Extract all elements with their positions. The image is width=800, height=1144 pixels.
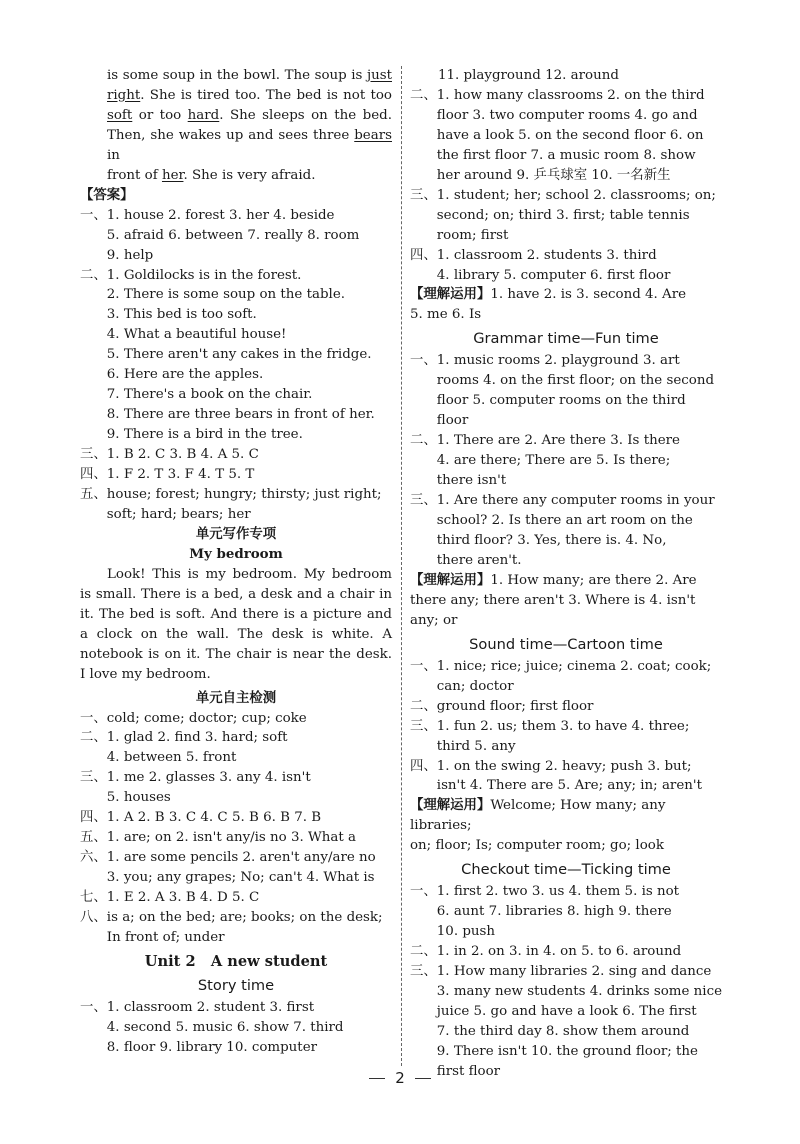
story-line: soft or too hard. She sleeps on the bed.	[107, 107, 392, 123]
sound-time-title: Sound time—Cartoon time	[469, 635, 663, 653]
sound-section-2: 二、 ground floor; first floor	[410, 698, 594, 714]
answer-section-2: 二、 1. Goldilocks is in the forest. 2. There is some soup on the table. 3. This bed is too soft. 4. What a beautiful house! 5. There aren't any cakes in the fridge. 6. Here are the apples. 7. There's a book on the chair. 8. There are three bears in front of her. 9. There is a bird in the tree.	[80, 267, 375, 443]
test-section-1: 一、 cold; come; doctor; cup; coke	[80, 710, 307, 726]
story-line: Then, she wakes up and sees three bears in	[107, 127, 392, 163]
test-section-4: 四、 1. A 2. B 3. C 4. C 5. B 6. B 7. B	[80, 810, 322, 826]
sound-section-3: 三、 1. fun 2. us; them 3. to have 4. three; third 5. any	[410, 718, 690, 754]
checkout-section-2: 二、 1. in 2. on 3. in 4. on 5. to 6. around	[410, 944, 682, 960]
column-divider	[401, 66, 402, 1066]
test-section-2: 二、 1. glad 2. find 3. hard; soft 4. between 5. front	[80, 730, 288, 766]
writing-section-title: 单元写作专项	[195, 525, 277, 542]
grammar-time-title: Grammar time—Fun time	[473, 330, 659, 348]
essay-title: My bedroom	[189, 545, 283, 562]
grammar-section-2: 二、 1. There are 2. Are there 3. Is there 4. are there; There are 5. Is there; there isn't	[410, 433, 680, 489]
test-section-6: 六、 1. are some pencils 2. aren't any/are no 3. you; any grapes; No; can't 4. What is	[80, 850, 376, 886]
answer-section-5: 五、 house; forest; hungry; thirsty; just right; soft; hard; bears; her	[80, 487, 382, 522]
story-line: is some soup in the bowl. The soup is just	[107, 68, 392, 83]
test-section-3: 三、 1. me 2. glasses 3. any 4. isn't 5. houses	[80, 770, 311, 806]
test-section-7: 七、 1. E 2. A 3. B 4. D 5. C	[80, 890, 260, 906]
answer-section-4: 四、 1. F 2. T 3. F 4. T 5. T	[80, 467, 255, 483]
story-time-section-3: 三、 1. student; her; school 2. classrooms; on; second; on; third 3. first; table tennis room; first	[410, 187, 716, 243]
story-continuation	[80, 66, 392, 186]
answer-heading: 【答案】	[80, 186, 134, 203]
sound-apply: 【理解运用】Welcome; How many; any libraries; on; floor; Is; computer room; go; look	[410, 797, 666, 854]
story-time-apply: 【理解运用】1. have 2. is 3. second 4. Are 5. me 6. Is	[410, 286, 687, 323]
checkout-section-3: 三、 1. How many libraries 2. sing and dance 3. many new students 4. drinks some nice juice 5. go and have a look 6. The first 7. the third day 8. show them around 9. There isn't 10. the ground floor; the first floor	[410, 964, 723, 1079]
grammar-section-1: 一、 1. music rooms 2. playground 3. art rooms 4. on the first floor; on the second floor 5. computer rooms on the third floor	[410, 353, 715, 429]
grammar-apply: 【理解运用】1. How many; are there 2. Are there any; there aren't 3. Where is 4. isn't any; or	[410, 571, 697, 628]
story-time-section-4: 四、 1. classroom 2. students 3. third 4. library 5. computer 6. first floor	[410, 247, 671, 283]
self-test-title: 单元自主检测	[195, 689, 277, 706]
page-number: 2	[0, 1069, 800, 1087]
story-line: right. She is tired too. The bed is not too	[107, 87, 392, 103]
story-line: front of her. She is very afraid.	[107, 167, 316, 183]
checkout-time-title: Checkout time—Ticking time	[461, 861, 671, 879]
checkout-section-1: 一、 1. first 2. two 3. us 4. them 5. is not 6. aunt 7. libraries 8. high 9. there 10. push	[410, 884, 680, 940]
sound-section-4: 四、 1. on the swing 2. heavy; push 3. but; isn't 4. There are 5. Are; any; in; aren't	[410, 758, 702, 794]
grammar-section-3: 三、 1. Are there any computer rooms in your school? 2. Is there an art room on the third floor? 3. Yes, there is. 4. No, there aren't.	[410, 493, 715, 568]
story-time-section-1: 一、 1. classroom 2. student 3. first 4. second 5. music 6. show 7. third 8. floor 9. library 10. computer	[80, 999, 344, 1055]
left-column	[80, 66, 392, 1058]
story-time-continuation: 11. playground 12. around	[438, 68, 619, 83]
essay-body: Look! This is my bedroom. My bedroom is small. There is a bed, a desk and a chair in it. The bed is soft. And there is a picture and a clock on the wall. The desk is white. A notebook is on it. The chair is near the desk. I love my bedroom.	[80, 566, 392, 682]
test-section-8: 八、 is a; on the bed; are; books; on the desk; In front of; under	[80, 910, 383, 945]
answer-section-1: 一、 1. house 2. forest 3. her 4. beside 5. afraid 6. between 7. really 8. room 9. help	[80, 207, 360, 263]
answer-section-3: 三、 1. B 2. C 3. B 4. A 5. C	[80, 447, 259, 463]
story-time-section-2: 二、 1. how many classrooms 2. on the third floor 3. two computer rooms 4. go and have a look 5. on the second floor 6. on the first floor 7. a music room 8. show her around 9. 乒乓球室 10. 一名新生	[410, 87, 705, 183]
test-section-5: 五、 1. are; on 2. isn't any/is no 3. What a	[80, 830, 357, 846]
unit-title: Unit 2 A new student	[144, 952, 328, 970]
right-column	[410, 66, 722, 1082]
sound-section-1: 一、 1. nice; rice; juice; cinema 2. coat; cook; can; doctor	[410, 658, 712, 694]
story-time-title: Story time	[197, 976, 275, 994]
